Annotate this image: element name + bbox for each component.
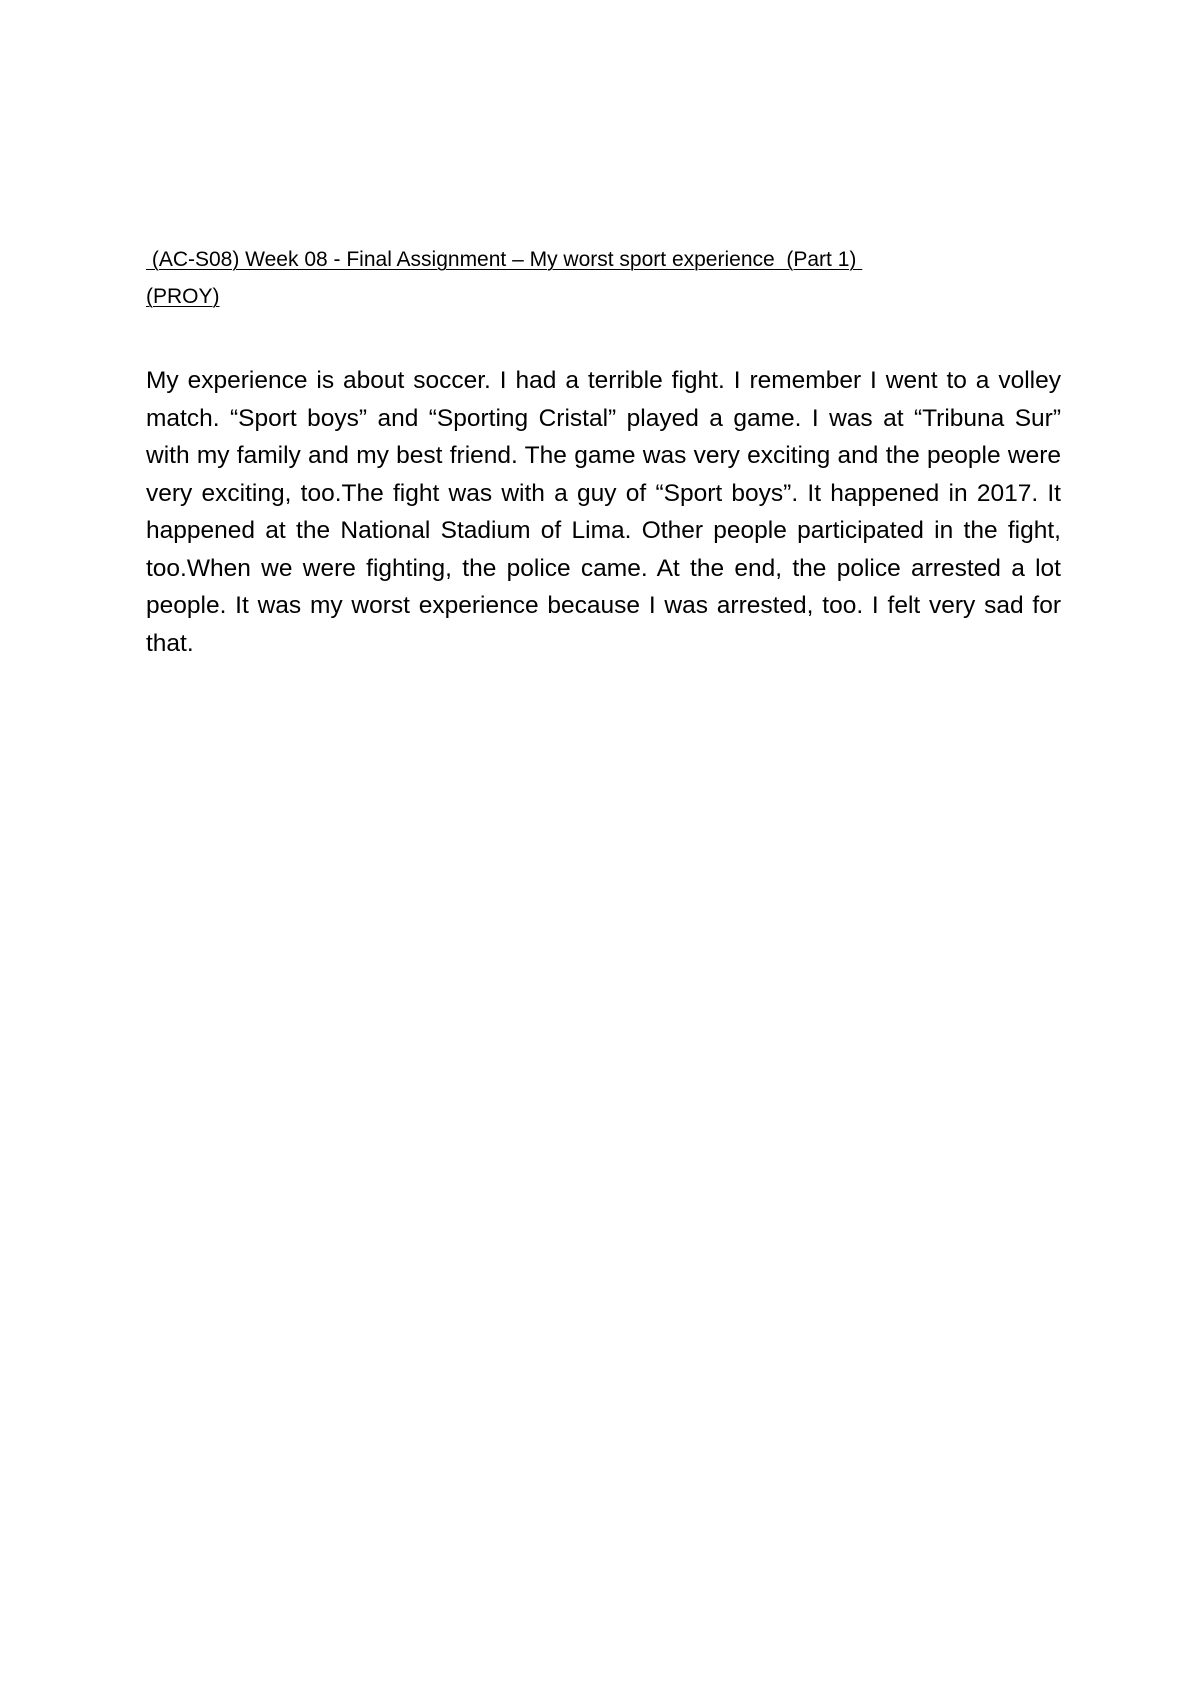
title-line-2: (PROY) <box>146 285 220 308</box>
body-paragraph: My experience is about soccer. I had a terrible fight. I remember I went to a volley match. “Sport boys” and “Sporting Cristal” played a game. I was at “Tribuna Sur” with my family and my best friend. The game was very exciting and the people were very exciting, too.The fight was with a guy of “Sport boys”. It happened in 2017. It happened at the National Stadium of Lima. Other people participated in the fight, too.When we were fighting, the police came. At the end, the police arrested a lot people. It was my worst experience because I was arrested, too. I felt very sad for that. <box>146 367 1061 657</box>
assignment-title <box>146 241 1066 315</box>
title-line-1: (AC-S08) Week 08 - Final Assignment – My worst sport experience (Part 1) <box>146 248 863 271</box>
